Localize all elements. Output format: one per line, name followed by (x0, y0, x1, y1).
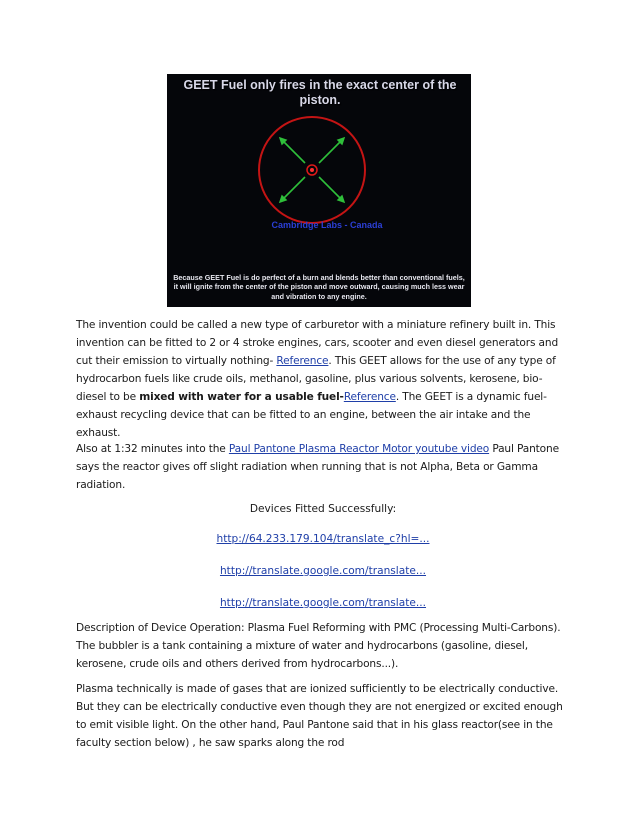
reference-link-1[interactable]: Reference (276, 355, 329, 367)
para2-text-1: Also at 1:32 minutes into the (76, 443, 229, 455)
arrow-up-right (319, 138, 344, 163)
arrow-down-left (280, 177, 305, 202)
devices-heading: Devices Fitted Successfully: (249, 503, 397, 515)
youtube-video-link[interactable]: Paul Pantone Plasma Reactor Motor youtube video (228, 443, 490, 455)
arrow-down-right (319, 177, 344, 202)
device-link-1[interactable]: http://64.233.179.104/translate_c?hl=... (216, 533, 430, 545)
device-link-3[interactable]: http://translate.google.com/translate... (219, 597, 427, 609)
paragraph-plasma (76, 680, 570, 752)
para2-text-2: Paul Pantone says the reactor gives off slight radiation when running that is not Alpha, Beta or Gamma radiation. (76, 443, 559, 491)
figure-lab-label: Cambridge Labs - Canada (271, 220, 383, 230)
para3-text: Description of Device Operation: Plasma Fuel Reforming with PMC (Processing Multi-Carbons). The bubbler is a tank containing a mixture of water and hydrocarbons (gasoline, diesel, kerosene, crude oils and others derived from hydrocarbons...). (76, 622, 561, 670)
ignition-spark-icon (307, 165, 317, 175)
device-link-2[interactable]: http://translate.google.com/translate... (219, 565, 427, 577)
device-link-1-row (76, 530, 570, 548)
para1-text-2-unused: . This GEET allows for the use of any type of hydrocarbon fuels like crude oils, methanol, gasoline, plus various solvents, kerosene, bio-diesel to be (76, 355, 556, 403)
device-link-2-row (76, 562, 570, 580)
geet-diagram-image (167, 74, 471, 307)
para4-text: Plasma technically is made of gases that are ionized sufficiently to be electrically conductive. But they can be electrically conductive even though they are not energized or excited enough to emit visible light. On the other hand, Paul Pantone said that in his glass reactor(see in the faculty section below) , he saw sparks along the rod (76, 683, 563, 749)
para1-bold-text: mixed with water for a usable fuel- (139, 391, 344, 403)
figure-caption: Because GEET Fuel is do perfect of a burn and blends better than conventional fuels, it will ignite from the center of the piston and move outward, causing much less wear and vibration to any engine. (173, 273, 465, 301)
device-link-3-row (76, 594, 570, 612)
para1-text-1: The invention could be called a new type of carburetor with a miniature refinery built in. This invention can be fitted to 2 or 4 stroke engines, cars, scooter and even diesel generators and cut their emission to virtually nothing- (76, 319, 559, 367)
para1-text-3: . The GEET is a dynamic fuel-exhaust recycling device that can be fitted to an engine, between the air intake and the exhaust. (76, 391, 547, 439)
figure-title: GEET Fuel only fires in the exact center of the piston. (183, 78, 457, 107)
paragraph-device-operation (76, 619, 570, 673)
reference-link-2[interactable]: Reference (343, 391, 396, 403)
paragraph-youtube (76, 440, 570, 494)
arrow-up-left (280, 138, 305, 163)
paragraph-invention (76, 316, 570, 442)
